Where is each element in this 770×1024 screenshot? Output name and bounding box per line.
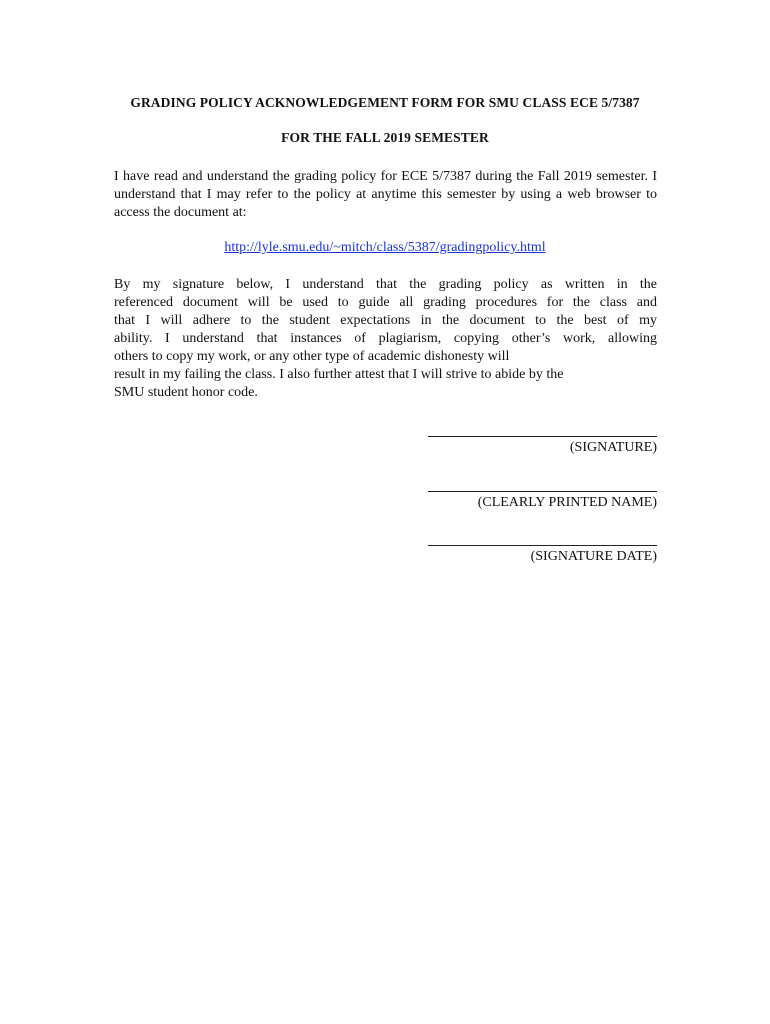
form-title: GRADING POLICY ACKNOWLEDGEMENT FORM FOR SMU CLASS ECE 5/7387	[130, 95, 640, 110]
statement-line: result in my failing the class. I also further attest that I will strive to abide by the	[114, 367, 564, 382]
form-subtitle: FOR THE FALL 2019 SEMESTER	[281, 130, 489, 145]
statement-line: By my signature below, I understand that the grading policy as written in the	[114, 277, 657, 292]
signature-label: (SIGNATURE)	[569, 440, 657, 455]
statement-line: others to copy my work, or any other type of academic dishonesty will	[114, 349, 510, 364]
printed-name-label: (CLEARLY PRINTED NAME)	[477, 495, 657, 510]
statement-line: SMU student honor code.	[114, 385, 258, 400]
acknowledgement-paragraph: I have read and understand the grading policy for ECE 5/7387 during the Fall 2019 semester. I understand that I may refer to the policy at anytime this semester by using a web browser to access the document at:	[114, 169, 657, 220]
grading-policy-link[interactable]: http://lyle.smu.edu/~mitch/class/5387/gradingpolicy.html	[224, 240, 546, 255]
statement-line: ability. I understand that instances of plagiarism, copying other’s work, allowing	[114, 331, 657, 346]
statement-line: referenced document will be used to guide all grading procedures for the class and	[114, 295, 657, 310]
signature-line[interactable]	[428, 436, 657, 437]
signature-statement-paragraph	[114, 276, 657, 402]
signature-date-line[interactable]	[428, 545, 657, 546]
signature-date-label: (SIGNATURE DATE)	[530, 549, 657, 564]
printed-name-line[interactable]	[428, 491, 657, 492]
statement-line: that I will adhere to the student expectations in the document to the best of my	[114, 313, 657, 328]
